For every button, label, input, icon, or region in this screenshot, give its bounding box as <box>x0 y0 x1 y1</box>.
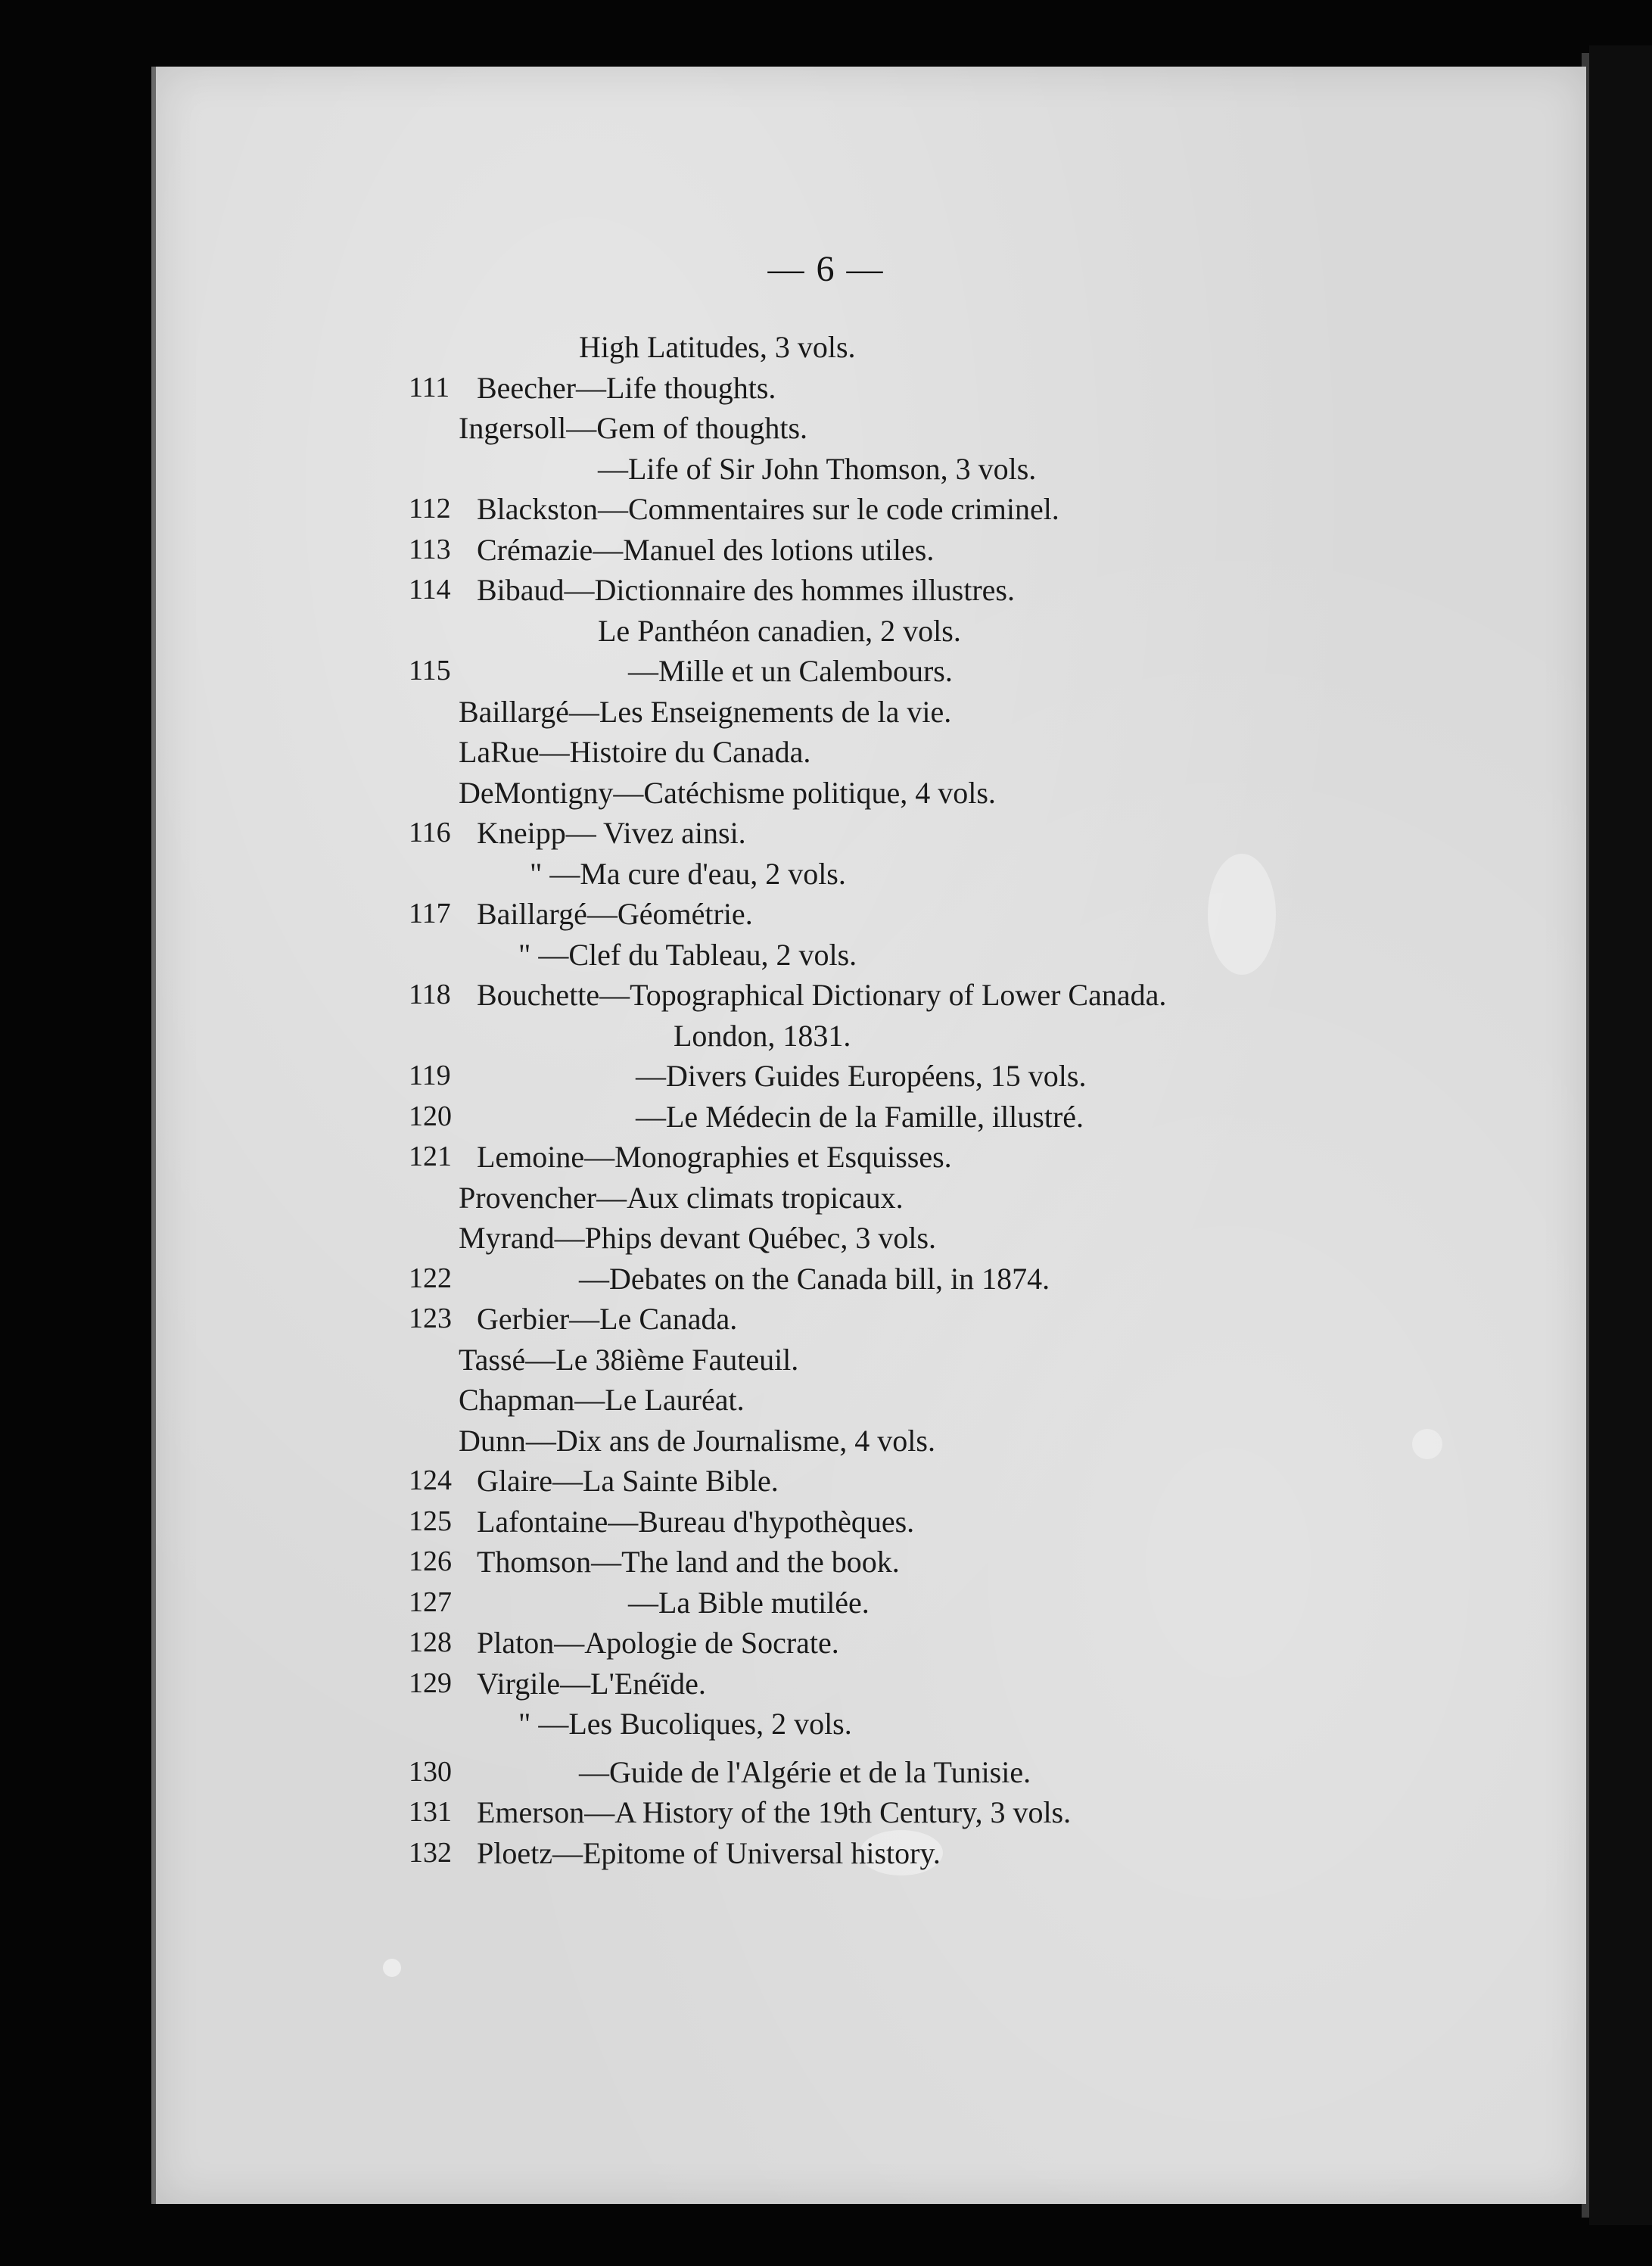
entry-text: Tassé—Le 38ième Fauteuil. <box>459 1342 799 1377</box>
entry-number: 123 <box>409 1303 452 1334</box>
entry-text: —Mille et un Calembours. <box>628 654 953 688</box>
entry-text: Virgile—L'Enéïde. <box>477 1666 706 1701</box>
list-item <box>0 692 1652 733</box>
entry-text: —Life of Sir John Thomson, 3 vols. <box>598 451 1037 486</box>
list-item <box>0 1623 1652 1664</box>
list-item <box>0 611 1652 652</box>
entry-text: Myrand—Phips devant Québec, 3 vols. <box>459 1221 937 1255</box>
entry-text: —La Bible mutilée. <box>628 1585 870 1620</box>
entry-number: 111 <box>409 371 450 403</box>
list-item <box>0 1461 1652 1502</box>
entry-number: 131 <box>409 1796 452 1828</box>
entry-text: Baillargé—Les Enseignements de la vie. <box>459 694 952 729</box>
entry-number: 112 <box>409 493 451 524</box>
entry-number: 128 <box>409 1626 452 1658</box>
entry-text: Thomson—The land and the book. <box>477 1545 900 1579</box>
entry-text: Lemoine—Monographies et Esquisses. <box>477 1140 952 1174</box>
list-item <box>0 813 1652 854</box>
entry-text: Kneipp— Vivez ainsi. <box>477 816 746 850</box>
entry-text: Glaire—La Sainte Bible. <box>477 1464 779 1498</box>
list-item <box>0 570 1652 611</box>
list-item <box>0 1542 1652 1583</box>
entry-text: Chapman—Le Lauréat. <box>459 1383 745 1417</box>
list-item <box>0 1502 1652 1542</box>
entry-number: 114 <box>409 574 451 605</box>
list-item <box>0 1380 1652 1421</box>
entry-text: Ingersoll—Gem of thoughts. <box>459 411 808 445</box>
entry-text: LaRue—Histoire du Canada. <box>459 735 811 769</box>
entry-text: Gerbier—Le Canada. <box>477 1302 738 1336</box>
entry-number: 119 <box>409 1060 451 1091</box>
entry-text: Baillargé—Géométrie. <box>477 897 753 931</box>
entry-text: " —Ma cure d'eau, 2 vols. <box>530 856 846 891</box>
entry-text: Blackston—Commentaires sur le code criminel. <box>477 492 1059 526</box>
entry-number: 120 <box>409 1100 452 1132</box>
entry-number: 130 <box>409 1755 452 1788</box>
entry-text: Ploetz—Epitome of Universal history. <box>477 1835 941 1870</box>
list-item <box>0 1583 1652 1623</box>
entry-number: 125 <box>409 1505 452 1537</box>
list-item <box>0 489 1652 530</box>
list-item <box>0 894 1652 935</box>
entry-text: Beecher—Life thoughts. <box>477 370 776 405</box>
list-item <box>0 1299 1652 1340</box>
list-item <box>0 732 1652 773</box>
entry-number: 118 <box>409 979 451 1010</box>
list-item <box>0 1704 1652 1745</box>
entry-number: 127 <box>409 1586 452 1618</box>
entry-number: 116 <box>409 817 451 848</box>
entry-text: —Divers Guides Européens, 15 vols. <box>636 1059 1087 1093</box>
entry-text: High Latitudes, 3 vols. <box>579 330 856 364</box>
page-number: — 6 — <box>767 249 885 289</box>
entry-text: " —Clef du Tableau, 2 vols. <box>518 937 857 972</box>
entry-number: 124 <box>409 1464 452 1496</box>
entry-number: 113 <box>409 533 451 565</box>
list-item <box>0 408 1652 449</box>
list-item <box>0 1833 1652 1874</box>
list-item <box>0 368 1652 409</box>
entry-text: Bibaud—Dictionnaire des hommes illustres. <box>477 573 1015 607</box>
list-item <box>0 1016 1652 1057</box>
list-item <box>0 651 1652 692</box>
list-item <box>0 1752 1652 1793</box>
catalog-list <box>0 327 1652 1873</box>
entry-number: 121 <box>409 1141 452 1172</box>
list-item <box>0 1259 1652 1300</box>
entry-text: —Le Médecin de la Famille, illustré. <box>636 1099 1084 1134</box>
list-item <box>0 1664 1652 1704</box>
entry-text: Dunn—Dix ans de Journalisme, 4 vols. <box>459 1423 935 1458</box>
entry-text: Bouchette—Topographical Dictionary of Lower Canada. <box>477 978 1167 1012</box>
entry-number: 117 <box>409 898 451 929</box>
entry-number: 115 <box>409 655 451 686</box>
entry-text: Lafontaine—Bureau d'hypothèques. <box>477 1504 915 1539</box>
entry-number: 132 <box>409 1836 452 1869</box>
entry-text: Le Panthéon canadien, 2 vols. <box>598 613 961 648</box>
list-item <box>0 1421 1652 1461</box>
list-item <box>0 854 1652 895</box>
entry-text: DeMontigny—Catéchisme politique, 4 vols. <box>459 775 996 810</box>
dust-speck <box>383 1959 401 1977</box>
entry-text: —Debates on the Canada bill, in 1874. <box>579 1261 1050 1296</box>
list-item <box>0 327 1652 368</box>
entry-text: Crémazie—Manuel des lotions utiles. <box>477 532 935 567</box>
entry-text: London, 1831. <box>674 1018 851 1053</box>
list-item <box>0 773 1652 814</box>
list-item <box>0 1340 1652 1380</box>
list-item <box>0 935 1652 976</box>
list-item <box>0 1097 1652 1138</box>
list-item <box>0 1056 1652 1097</box>
entry-number: 129 <box>409 1667 452 1699</box>
entry-text: " —Les Bucoliques, 2 vols. <box>518 1707 852 1741</box>
list-item <box>0 1178 1652 1219</box>
list-item <box>0 449 1652 490</box>
entry-text: Platon—Apologie de Socrate. <box>477 1626 839 1660</box>
entry-number: 122 <box>409 1262 452 1294</box>
list-item <box>0 530 1652 571</box>
list-item <box>0 975 1652 1016</box>
list-item <box>0 1137 1652 1178</box>
entry-text: Provencher—Aux climats tropicaux. <box>459 1180 904 1215</box>
list-item <box>0 1792 1652 1833</box>
entry-text: Emerson—A History of the 19th Century, 3 vols. <box>477 1795 1072 1829</box>
entry-number: 126 <box>409 1545 452 1577</box>
entry-text: —Guide de l'Algérie et de la Tunisie. <box>579 1754 1031 1789</box>
list-item <box>0 1218 1652 1259</box>
